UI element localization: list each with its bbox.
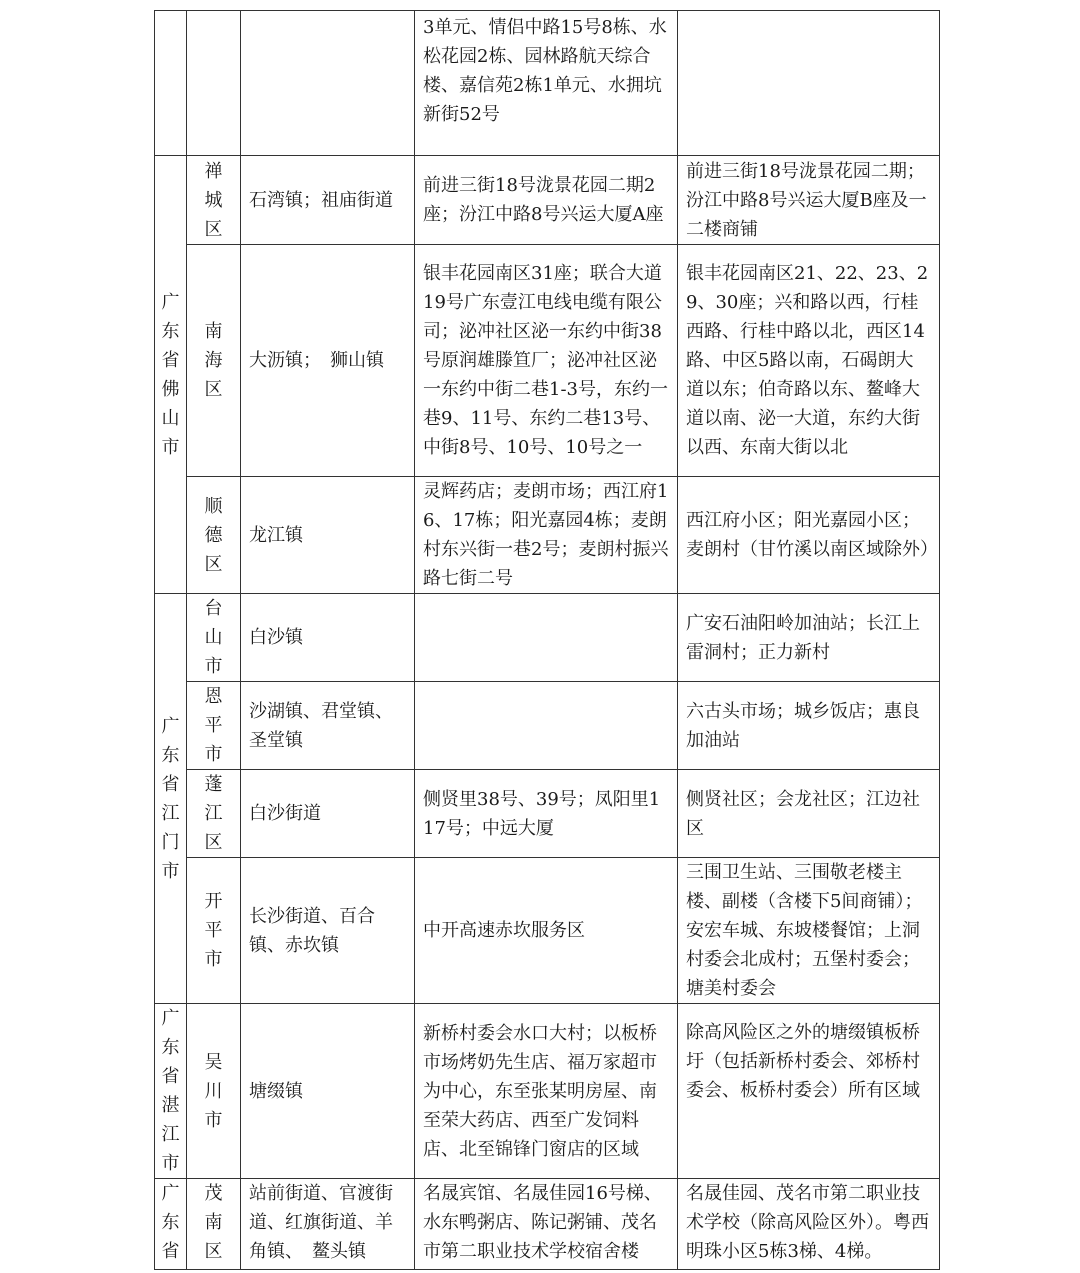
province-cell: 广东省江门市 [155, 594, 187, 1004]
mid-risk-cell: 三围卫生站、三围敬老楼主楼、副楼（含楼下5间商铺）；安宏车城、东坡楼餐馆；上洞村委会北成村；五堡村委会；塘美村委会 [678, 858, 940, 1004]
high-risk-cell: 名晟宾馆、名晟佳园16号梯、水东鸭粥店、陈记粥铺、茂名市第二职业技术学校宿舍楼 [415, 1179, 678, 1270]
town-cell: 大沥镇； 狮山镇 [241, 245, 415, 477]
town-cell [241, 11, 415, 156]
high-risk-cell: 3单元、情侣中路15号8栋、水松花园2栋、园林路航天综合楼、嘉信苑2栋1单元、水拥坑新街52号 [415, 11, 678, 156]
risk-area-table [154, 10, 940, 1270]
mid-risk-cell: 前进三街18号泷景花园二期；汾江中路8号兴运大厦B座及一二楼商铺 [678, 156, 940, 245]
mid-risk-cell: 名晟佳园、茂名市第二职业技术学校（除高风险区外）。粤西明珠小区5栋3梯、4梯。 [678, 1179, 940, 1270]
district-cell: 开平市 [187, 858, 241, 1004]
town-cell: 白沙镇 [241, 594, 415, 682]
mid-risk-cell: 广安石油阳岭加油站；长江上雷洞村；正力新村 [678, 594, 940, 682]
high-risk-cell: 中开高速赤坎服务区 [415, 858, 678, 1004]
town-cell: 站前街道、官渡街道、红旗街道、羊角镇、 鳌头镇 [241, 1179, 415, 1270]
district-cell: 南海区 [187, 245, 241, 477]
high-risk-cell: 灵辉药店；麦朗市场；西江府16、17栋；阳光嘉园4栋；麦朗村东兴街一巷2号；麦朗村振兴路七街二号 [415, 477, 678, 594]
district-cell: 禅城区 [187, 156, 241, 245]
high-risk-cell: 银丰花园南区31座；联合大道19号广东壹江电线电缆有限公司；泌冲社区泌一东约中街38号原润雄滕笪厂；泌冲社区泌一东约中街二巷1-3号，东约一巷9、11号、东约二巷13号、中街8号、10号、10号之一 [415, 245, 678, 477]
district-cell: 茂南区 [187, 1179, 241, 1270]
town-cell: 龙江镇 [241, 477, 415, 594]
town-cell: 沙湖镇、君堂镇、圣堂镇 [241, 682, 415, 770]
district-cell: 台山市 [187, 594, 241, 682]
high-risk-cell: 侧贤里38号、39号；凤阳里117号；中远大厦 [415, 770, 678, 858]
province-cell: 广东省湛江市 [155, 1004, 187, 1179]
district-cell [187, 11, 241, 156]
town-cell: 白沙街道 [241, 770, 415, 858]
province-cell-empty [155, 11, 187, 156]
table-row [155, 770, 940, 858]
district-cell: 顺德区 [187, 477, 241, 594]
high-risk-cell: 新桥村委会水口大村；以板桥市场烤奶先生店、福万家超市为中心，东至张某明房屋、南至荣大药店、西至广发饲料店、北至锦锋门窗店的区域 [415, 1004, 678, 1179]
district-cell: 蓬江区 [187, 770, 241, 858]
mid-risk-cell: 银丰花园南区21、22、23、29、30座；兴和路以西，行桂西路、行桂中路以北，西区14路、中区5路以南，石碣朗大道以东；伯奇路以东、鳌峰大道以南、泌一大道，东约大街以西、东南大街以北 [678, 245, 940, 477]
table-row [155, 11, 940, 156]
table-row [155, 858, 940, 1004]
table-row [155, 1179, 940, 1270]
province-cell: 广东省 [155, 1179, 187, 1270]
table-row [155, 1004, 940, 1179]
mid-risk-cell: 侧贤社区；会龙社区；江边社区 [678, 770, 940, 858]
mid-risk-cell [678, 11, 940, 156]
mid-risk-cell: 西江府小区；阳光嘉园小区；麦朗村（甘竹溪以南区域除外） [678, 477, 940, 594]
table-row [155, 594, 940, 682]
province-cell: 广东省佛山市 [155, 156, 187, 594]
mid-risk-cell: 除高风险区之外的塘缀镇板桥圩（包括新桥村委会、郊桥村委会、板桥村委会）所有区域 [678, 1004, 940, 1179]
town-cell: 石湾镇；祖庙街道 [241, 156, 415, 245]
table-row [155, 245, 940, 477]
high-risk-cell: 前进三街18号泷景花园二期2座；汾江中路8号兴运大厦A座 [415, 156, 678, 245]
table-row [155, 477, 940, 594]
town-cell: 塘缀镇 [241, 1004, 415, 1179]
district-cell: 恩平市 [187, 682, 241, 770]
table-row [155, 156, 940, 245]
high-risk-cell [415, 682, 678, 770]
town-cell: 长沙街道、百合镇、赤坎镇 [241, 858, 415, 1004]
district-cell: 吴川市 [187, 1004, 241, 1179]
high-risk-cell [415, 594, 678, 682]
table-row [155, 682, 940, 770]
mid-risk-cell: 六古头市场；城乡饭店；惠良加油站 [678, 682, 940, 770]
